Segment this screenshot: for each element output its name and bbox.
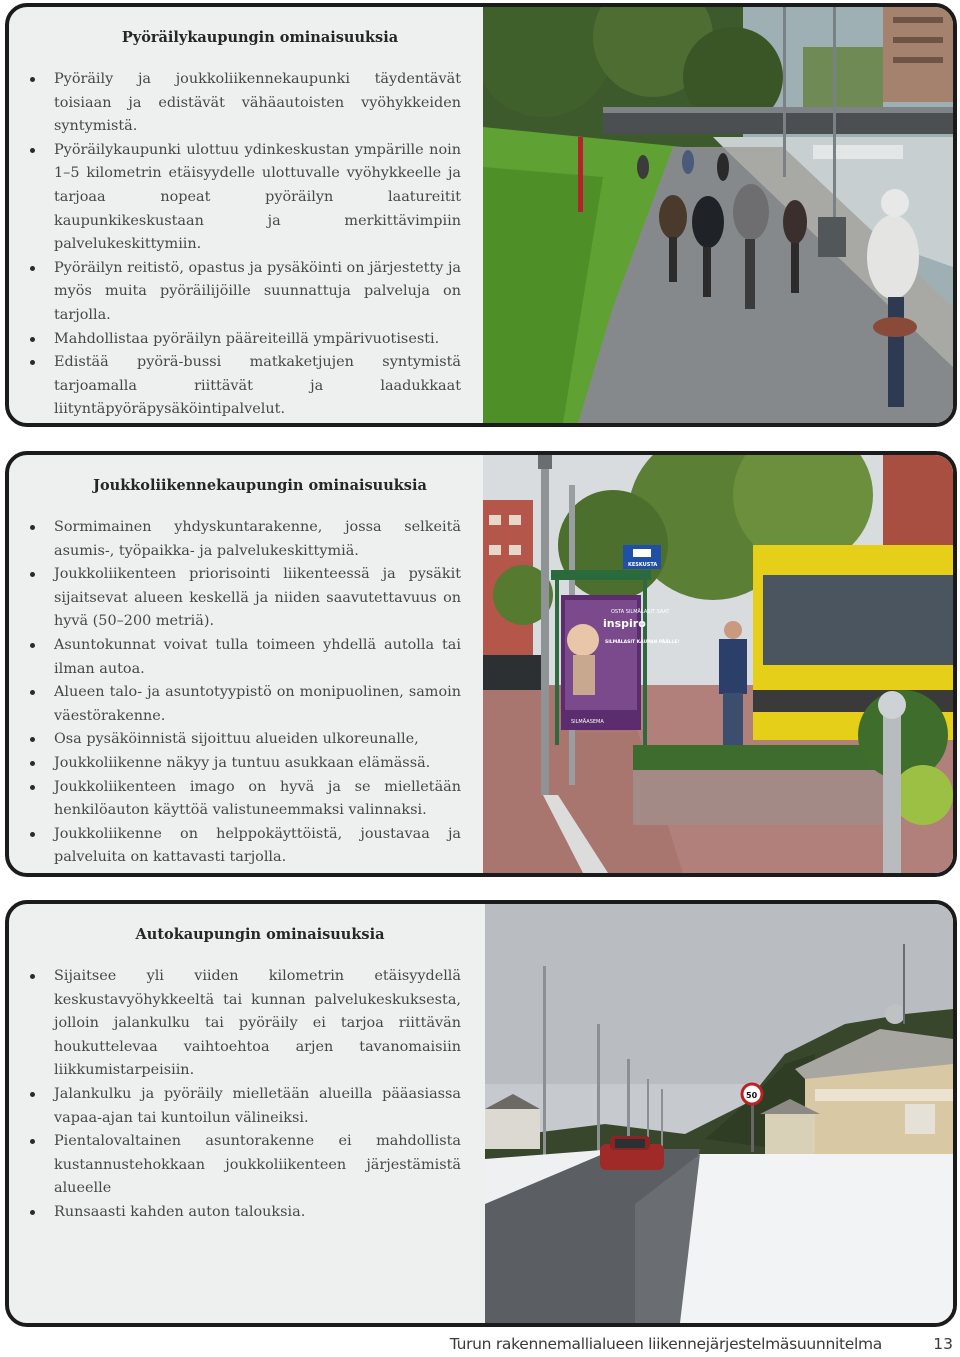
bullet-item: Runsaasti kahden auton talouksia. [49,1201,461,1225]
bullet-item: Asuntokunnat voivat tulla toimeen yhdellä autolla tai ilman autoa. [49,634,461,681]
bus-stop-photo-illustration [483,455,953,873]
bullet-dot-icon [30,572,35,577]
bullet-item: Pientalovaltainen asuntorakenne ei mahdollista kustannustehokkaan joukkoliikenteen järjestämistä alueelle [49,1130,461,1201]
bullet-dot-icon [30,77,35,82]
bullet-item: Alueen talo- ja asuntotyypistö on monipuolinen, samoin väestörakenne. [49,681,461,728]
bullet-item: Joukkoliikenteen priorisointi liikenteessä ja pysäkit sijaitsevat alueen keskellä ja niiden saavutettavuus on hyvä (50–200 metriä). [49,563,461,634]
bullet-dot-icon [30,525,35,530]
bullet-dot-icon [30,1210,35,1215]
bullet-dot-icon [30,737,35,742]
public-transport-city-panel [5,451,957,877]
ad-top-text: OSTA SILMÄLASIT SAAT [611,609,670,615]
cycling-text-column [9,7,483,423]
car-text-column [9,904,483,1323]
cycling-riverside-photo [483,7,953,423]
cycling-city-panel [5,3,957,427]
bullet-item: Edistää pyörä-bussi matkaketjujen syntymistä tarjoamalla riittävät ja laadukkaat liityntäpyöräpysäköintipalvelut. [49,351,461,422]
bus-stop-sign-text: KESKUSTA [628,562,658,568]
bullet-dot-icon [30,266,35,271]
bullet-item: Joukkoliikenne näkyy ja tuntuu asukkaan elämässä. [49,752,461,776]
bullet-item: Joukkoliikenteen imago on hyvä ja se mielletään henkilöauton käyttöä valistuneemmaksi valinnaksi. [49,776,461,823]
bullet-dot-icon [30,148,35,153]
bullet-item: Mahdollistaa pyöräilyn pääreiteillä ympärivuotisesti. [49,328,461,352]
bullet-dot-icon [30,785,35,790]
car-city-panel [5,900,957,1327]
suburban-road-photo [485,904,953,1323]
bullet-dot-icon [30,832,35,837]
bullet-dot-icon [30,1092,35,1097]
bullet-dot-icon [30,1139,35,1144]
bus-stop-photo [483,455,953,873]
car-panel-title: Autokaupungin ominaisuuksia [135,926,385,943]
bullet-item: Sijaitsee yli viiden kilometrin etäisyydellä keskustavyöhykkeeltä tai kunnan palvelukeskuksesta, jolloin jalankulku tai pyöräily ei tarjoa riittävän houkuttelevaa vaihtoehtoa arjen tavanomaisiin liikkumistarpeisiin. [49,965,461,1083]
document-title: Turun rakennemallialueen liikennejärjestelmäsuunnitelma [449,1335,882,1353]
bullet-dot-icon [30,974,35,979]
bullet-item: Osa pysäköinnistä sijoittuu alueiden ulkoreunalle, [49,728,461,752]
bullet-item: Joukkoliikenne on helppokäyttöistä, joustavaa ja palveluita on kattavasti tarjolla. [49,823,461,870]
bullet-dot-icon [30,643,35,648]
suburban-road-illustration [485,904,953,1323]
bullet-dot-icon [30,690,35,695]
page-number: 13 [933,1335,953,1353]
ad-tagline-text: SILMÄLASIT KAUPAN PÄÄLLE! [605,640,680,645]
page-footer [0,1334,960,1356]
speed-limit-text: 50 [746,1091,758,1100]
bullet-dot-icon [30,337,35,342]
cycling-bullet-list [49,68,461,422]
bullet-dot-icon [30,360,35,365]
bullet-item: Sormimainen yhdyskuntarakenne, jossa selkeitä asumis-, työpaikka- ja palvelukeskittymiä. [49,516,461,563]
transit-text-column [9,455,483,873]
cycling-photo-illustration [483,7,953,423]
bullet-dot-icon [30,761,35,766]
bullet-item: Pyöräily ja joukkoliikennekaupunki täydentävät toisiaan ja edistävät vähäautoisten vyöhykkeiden syntymistä. [49,68,461,139]
transit-bullet-list [49,516,461,870]
ad-brand-text: inspiro [603,617,646,630]
transit-panel-title: Joukkoliikennekaupungin ominaisuuksia [93,477,427,494]
cycling-panel-title: Pyöräilykaupungin ominaisuuksia [121,29,399,46]
bullet-item: Pyöräilykaupunki ulottuu ydinkeskustan ympärille noin 1–5 kilometrin etäisyydelle ulottuvalle vyöhykkeelle ja tarjoaa nopeat pyöräilyn laatureitit kaupunkikeskustaan ja merkittävimpiin palvelukeskittymiin. [49,139,461,257]
bullet-item: Jalankulku ja pyöräily mielletään alueilla pääasiassa vapaa-ajan tai kuntoilun välineiksi. [49,1083,461,1130]
bullet-item: Pyöräilyn reitistö, opastus ja pysäköinti on järjestetty ja myös muita pyöräilijöille suunnattuja palveluja on tarjolla. [49,257,461,328]
ad-store-text: SILMÄASEMA [571,719,604,725]
car-bullet-list [49,965,461,1225]
